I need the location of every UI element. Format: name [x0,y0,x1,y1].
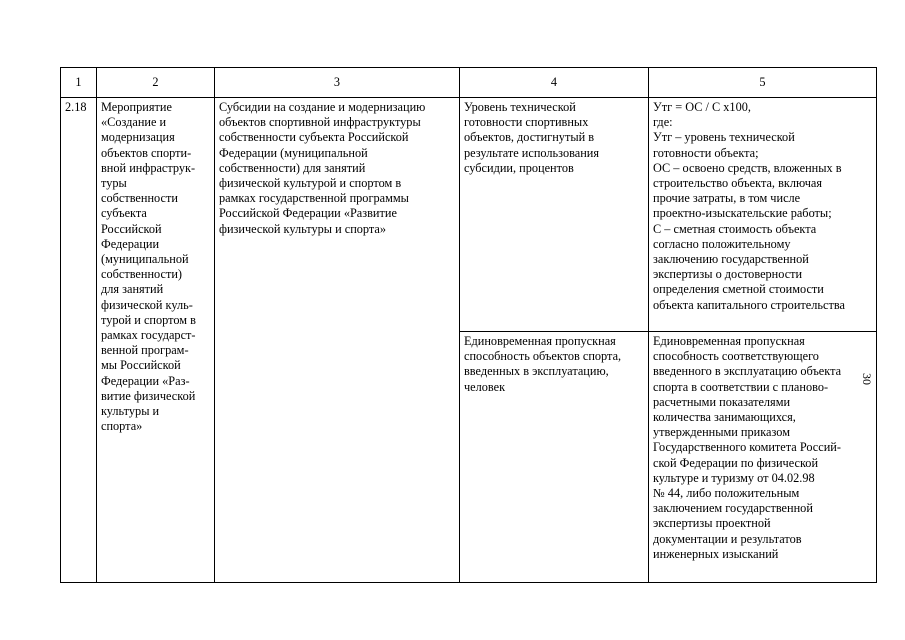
table-row [61,98,877,332]
page-number: 30 [860,373,874,385]
header-cell-1: 1 [61,68,97,98]
header-cell-5: 5 [649,68,877,98]
indicator-formula-cell: Единовременная пропускная способность соответствующего введенного в эксплуатацию объекта спорта в соответствии с планово- расчетными показателями количества занимающихся, утвержденными приказом Государственного комитета Россий- ской Федерации по физической культуре и туризму от 04.02.98 № 44, либо положительным заключением государственной экспертизы проектной документации и результатов инженерных изысканий [649,332,877,583]
header-cell-4: 4 [460,68,649,98]
indicator-name-cell: Единовременная пропускная способность объектов спорта, введенных в эксплуатацию, человек [460,332,649,583]
header-cell-3: 3 [215,68,460,98]
table-header-row [61,68,877,98]
indicator-table [60,67,877,583]
measure-name-cell: Мероприятие «Создание и модернизация объектов спорти- вной инфраструк- туры собственности субъекта Российской Федерации (муниципальной собственности) для занятий физической куль- турой и спортом в рамках государст- венной програм- мы Российской Федерации «Раз- витие физической культуры и спорта» [97,98,215,583]
indicator-name-cell: Уровень технической готовности спортивных объектов, достигнутый в результате использования субсидии, процентов [460,98,649,332]
subsidy-name-cell: Субсидии на создание и модернизацию объектов спортивной инфраструктуры собственности субъекта Российской Федерации (муниципальной собственности) для занятий физической культурой и спортом в рамках государственной программы Российской Федерации «Развитие физической культуры и спорта» [215,98,460,583]
header-cell-2: 2 [97,68,215,98]
indicator-formula-cell: Утг = ОС / С х100, где: Утг – уровень технической готовности объекта; ОС – освоено средств, вложенных в строительство объекта, включая прочие затраты, в том числе проектно-изыскательские работы; С – сметная стоимость объекта согласно положительному заключению государственной экспертизы о достоверности определения сметной стоимости объекта капитального строительства [649,98,877,332]
row-number-cell: 2.18 [61,98,97,583]
